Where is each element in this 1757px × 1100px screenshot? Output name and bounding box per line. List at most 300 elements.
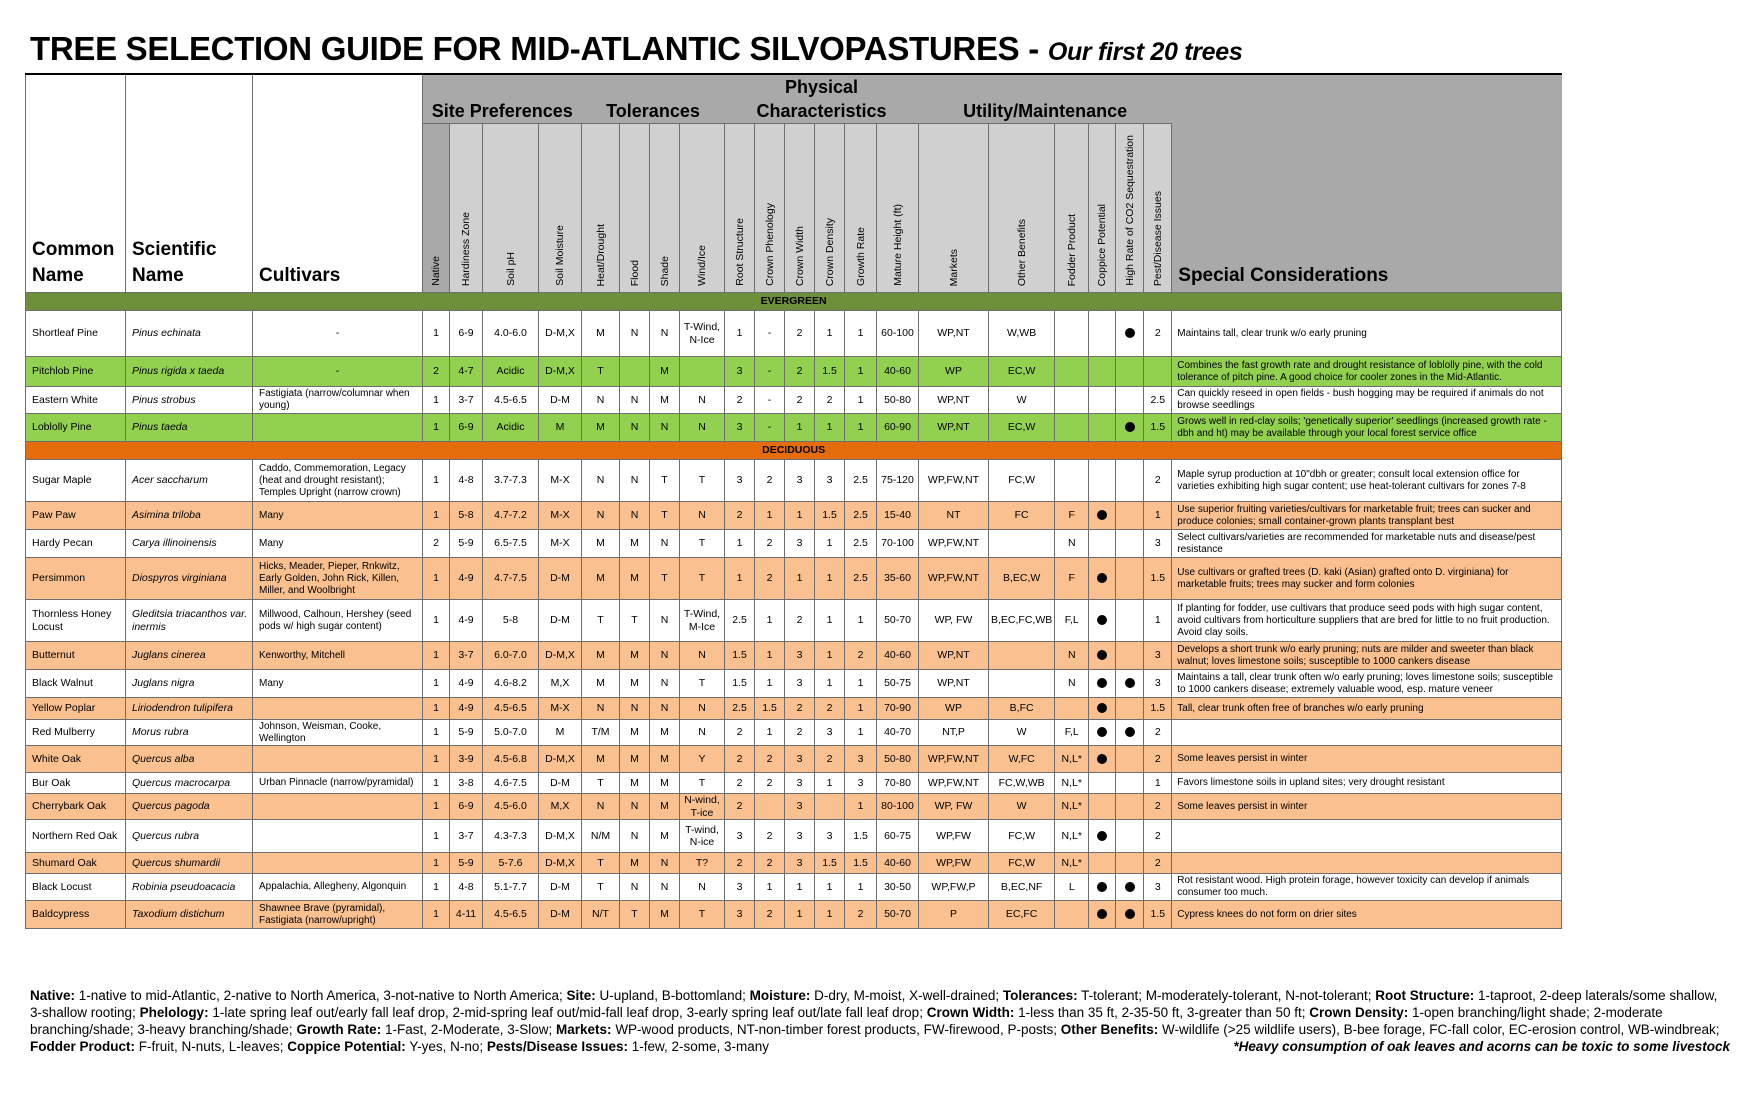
value-cell: D-M,X: [539, 357, 582, 387]
value-cell: [1055, 414, 1089, 442]
legend-key: Native:: [30, 988, 76, 1003]
value-cell: 4-7: [450, 357, 483, 387]
value-cell: 70-80: [877, 773, 919, 794]
value-cell: P: [919, 901, 989, 929]
value-cell: 2: [785, 387, 815, 414]
scientific-name-cell: Juglans nigra: [126, 670, 253, 698]
value-cell: 2.5: [725, 600, 755, 642]
value-cell: 2: [785, 698, 815, 720]
value-cell: N: [582, 460, 620, 502]
header-column-label: Soil pH: [504, 252, 517, 286]
value-cell: 1: [785, 558, 815, 600]
cultivars-cell: Appalachia, Allegheny, Algonquin: [253, 874, 423, 901]
value-cell: N: [650, 853, 680, 874]
legend-note: *Heavy consumption of oak leaves and acorns can be toxic to some livestock: [1233, 1039, 1730, 1054]
value-cell: N,L*: [1055, 773, 1089, 794]
value-cell: 1: [845, 720, 877, 746]
header-column-label: Hardiness Zone: [460, 211, 472, 286]
value-cell: T: [582, 874, 620, 901]
value-cell: 2: [815, 387, 845, 414]
common-name-cell: Eastern White: [26, 387, 126, 414]
value-cell: M-X: [539, 530, 582, 558]
value-cell: 1: [755, 874, 785, 901]
value-cell: 1: [423, 794, 450, 820]
value-cell: 2: [1144, 820, 1172, 853]
legend-value: 1-few, 2-some, 3-many: [627, 1039, 770, 1054]
section-label: EVERGREEN: [26, 293, 1562, 311]
header-column: [450, 124, 483, 293]
value-cell: 2: [725, 773, 755, 794]
value-cell: N: [650, 874, 680, 901]
value-cell: WP,FW,NT: [919, 558, 989, 600]
value-cell: 4.7-7.5: [483, 558, 539, 600]
legend: [30, 987, 1730, 1055]
value-cell: 1: [725, 530, 755, 558]
header-column: [725, 124, 755, 293]
header-column: [483, 124, 539, 293]
value-cell: 2: [785, 311, 815, 357]
value-cell: M: [620, 720, 650, 746]
value-cell: 2: [755, 558, 785, 600]
section-header-deciduous: [26, 442, 1562, 460]
value-cell: 2: [785, 720, 815, 746]
header-group-utility: Utility/Maintenance: [919, 74, 1172, 124]
value-cell: 60-100: [877, 311, 919, 357]
table-row: [26, 874, 1562, 901]
value-cell: 75-120: [877, 460, 919, 502]
value-cell: 2: [755, 530, 785, 558]
common-name-cell: Black Walnut: [26, 670, 126, 698]
value-cell: 3: [815, 460, 845, 502]
value-cell: 1: [1144, 600, 1172, 642]
value-cell: 1: [423, 558, 450, 600]
value-cell: 50-80: [877, 746, 919, 773]
value-cell: 1: [755, 502, 785, 530]
table-row: [26, 414, 1562, 442]
special-considerations-cell: [1172, 853, 1562, 874]
value-cell: 2: [785, 600, 815, 642]
value-cell: 4-9: [450, 558, 483, 600]
header-column-label: Pest/Disease Issues: [1151, 190, 1164, 286]
value-cell: 3: [785, 642, 815, 670]
value-cell: [1116, 600, 1144, 642]
value-cell: WP,FW,NT: [919, 460, 989, 502]
header-column: [1089, 124, 1116, 293]
filled-dot-icon: [1125, 909, 1135, 919]
header-common-name: Common Name: [26, 74, 126, 293]
value-cell: [1116, 642, 1144, 670]
value-cell: 2: [725, 720, 755, 746]
value-cell: N,L*: [1055, 746, 1089, 773]
value-cell: M-X: [539, 698, 582, 720]
value-cell: T: [650, 460, 680, 502]
table-row: [26, 558, 1562, 600]
value-cell: [1116, 357, 1144, 387]
value-cell: N: [582, 387, 620, 414]
value-cell: 1.5: [1144, 414, 1172, 442]
special-considerations-cell: Combines the fast growth rate and drought resistance of loblolly pine, with the cold tolerance of pitch pine. A good choice for cooler zones in the Mid-Atlantic.: [1172, 357, 1562, 387]
cultivars-cell: [253, 746, 423, 773]
value-cell: T/M: [582, 720, 620, 746]
legend-key: Pests/Disease Issues:: [486, 1039, 628, 1054]
value-cell: N: [680, 387, 725, 414]
value-cell: WP,NT: [919, 311, 989, 357]
value-cell: 1.5: [725, 670, 755, 698]
value-cell: 40-70: [877, 720, 919, 746]
value-cell: 2: [725, 502, 755, 530]
value-cell: F,L: [1055, 720, 1089, 746]
filled-dot-icon: [1097, 831, 1107, 841]
value-cell: 2: [423, 357, 450, 387]
common-name-cell: Hardy Pecan: [26, 530, 126, 558]
value-cell: 2: [755, 746, 785, 773]
value-cell: 1: [1144, 773, 1172, 794]
value-cell: -: [755, 311, 785, 357]
value-cell: [1116, 670, 1144, 698]
header-column-label: Wind/Ice: [696, 245, 708, 286]
value-cell: 1: [815, 558, 845, 600]
value-cell: 5-8: [450, 502, 483, 530]
value-cell: [815, 794, 845, 820]
value-cell: 50-70: [877, 600, 919, 642]
value-cell: WP: [919, 357, 989, 387]
value-cell: [1089, 530, 1116, 558]
value-cell: 2: [1144, 460, 1172, 502]
common-name-cell: Baldcypress: [26, 901, 126, 929]
value-cell: 2.5: [1144, 387, 1172, 414]
table-row: [26, 311, 1562, 357]
value-cell: 70-90: [877, 698, 919, 720]
value-cell: 2: [815, 746, 845, 773]
legend-value: Y-yes, N-no;: [405, 1039, 487, 1054]
value-cell: [1089, 820, 1116, 853]
value-cell: 3: [725, 874, 755, 901]
value-cell: 6-9: [450, 311, 483, 357]
value-cell: 1: [423, 387, 450, 414]
value-cell: [1055, 311, 1089, 357]
value-cell: 2: [755, 460, 785, 502]
value-cell: 3-7: [450, 387, 483, 414]
filled-dot-icon: [1097, 678, 1107, 688]
header-column: [620, 124, 650, 293]
header-column: [755, 124, 785, 293]
special-considerations-cell: Maintains a tall, clear trunk often w/o early pruning; loves limestone soils; susceptible to 1000 cankers disease; extremely valuable wood, esp. mature veneer: [1172, 670, 1562, 698]
value-cell: T-Wind, M-Ice: [680, 600, 725, 642]
value-cell: 3: [1144, 642, 1172, 670]
scientific-name-cell: Quercus shumardii: [126, 853, 253, 874]
value-cell: 1: [423, 600, 450, 642]
filled-dot-icon: [1097, 909, 1107, 919]
value-cell: 4.0-6.0: [483, 311, 539, 357]
legend-key: Crown Width:: [926, 1005, 1015, 1020]
header-column: [845, 124, 877, 293]
value-cell: 2: [423, 530, 450, 558]
value-cell: D-M: [539, 901, 582, 929]
header-column-label: Root Structure: [733, 218, 746, 286]
value-cell: B,FC: [989, 698, 1055, 720]
scientific-name-cell: Pinus taeda: [126, 414, 253, 442]
value-cell: 1: [815, 670, 845, 698]
header-column-label: Crown Phenology: [763, 203, 776, 286]
value-cell: [1116, 311, 1144, 357]
header-column: [539, 124, 582, 293]
value-cell: 1: [725, 311, 755, 357]
filled-dot-icon: [1097, 573, 1107, 583]
common-name-cell: Red Mulberry: [26, 720, 126, 746]
value-cell: [1089, 311, 1116, 357]
value-cell: 5-8: [483, 600, 539, 642]
value-cell: T-wind, N-ice: [680, 820, 725, 853]
filled-dot-icon: [1125, 678, 1135, 688]
header-row: [26, 74, 1562, 124]
value-cell: F: [1055, 502, 1089, 530]
table-row: [26, 460, 1562, 502]
value-cell: M-X: [539, 460, 582, 502]
value-cell: [1055, 901, 1089, 929]
value-cell: M-X: [539, 502, 582, 530]
value-cell: N,L*: [1055, 853, 1089, 874]
value-cell: WP,FW,NT: [919, 746, 989, 773]
value-cell: 70-100: [877, 530, 919, 558]
value-cell: 3: [785, 670, 815, 698]
value-cell: FC,W: [989, 460, 1055, 502]
value-cell: M: [582, 670, 620, 698]
value-cell: M: [620, 558, 650, 600]
value-cell: [1089, 502, 1116, 530]
filled-dot-icon: [1125, 328, 1135, 338]
value-cell: FC,W,WB: [989, 773, 1055, 794]
value-cell: T-Wind, N-Ice: [680, 311, 725, 357]
value-cell: M: [620, 530, 650, 558]
value-cell: 3: [785, 530, 815, 558]
header-group-tolerances: Tolerances: [582, 74, 725, 124]
value-cell: N: [650, 530, 680, 558]
value-cell: D-M,X: [539, 311, 582, 357]
value-cell: [989, 642, 1055, 670]
header-column-label: Mature Height (ft): [891, 204, 904, 286]
value-cell: 1: [423, 874, 450, 901]
value-cell: 2: [1144, 311, 1172, 357]
value-cell: [1055, 387, 1089, 414]
value-cell: 35-60: [877, 558, 919, 600]
value-cell: WP,FW,P: [919, 874, 989, 901]
value-cell: -: [755, 414, 785, 442]
value-cell: 4.6-7.5: [483, 773, 539, 794]
legend-value: 1-native to mid-Atlantic, 2-native to North America, 3-not-native to North America;: [75, 988, 567, 1003]
value-cell: N: [650, 698, 680, 720]
legend-value: WP-wood products, NT-non-timber forest products, FW-firewood, P-posts;: [611, 1022, 1061, 1037]
value-cell: [1089, 414, 1116, 442]
value-cell: 6.5-7.5: [483, 530, 539, 558]
value-cell: EC,W: [989, 357, 1055, 387]
value-cell: D-M,X: [539, 820, 582, 853]
value-cell: 1: [785, 502, 815, 530]
value-cell: N: [680, 502, 725, 530]
header-column: [423, 124, 450, 293]
scientific-name-cell: Gleditsia triacanthos var. inermis: [126, 600, 253, 642]
table-row: [26, 901, 1562, 929]
value-cell: 15-40: [877, 502, 919, 530]
header-column: [1116, 124, 1144, 293]
value-cell: [1116, 720, 1144, 746]
value-cell: N: [620, 311, 650, 357]
value-cell: WP, FW: [919, 794, 989, 820]
common-name-cell: Black Locust: [26, 874, 126, 901]
value-cell: M: [620, 773, 650, 794]
special-considerations-cell: Favors limestone soils in upland sites; very drought resistant: [1172, 773, 1562, 794]
value-cell: [1055, 460, 1089, 502]
cultivars-cell: [253, 853, 423, 874]
value-cell: 1: [845, 600, 877, 642]
common-name-cell: Persimmon: [26, 558, 126, 600]
value-cell: 5.0-7.0: [483, 720, 539, 746]
value-cell: F: [1055, 558, 1089, 600]
value-cell: [1089, 773, 1116, 794]
value-cell: N: [620, 502, 650, 530]
value-cell: 1.5: [725, 642, 755, 670]
value-cell: 3: [815, 720, 845, 746]
value-cell: 4.5-6.0: [483, 794, 539, 820]
value-cell: N: [620, 874, 650, 901]
value-cell: M: [650, 901, 680, 929]
scientific-name-cell: Robinia pseudoacacia: [126, 874, 253, 901]
value-cell: N: [1055, 670, 1089, 698]
legend-value: 1-taproot, 2-deep laterals/some shallow, 3-shallow rooting;: [30, 988, 1718, 1020]
common-name-cell: Pitchlob Pine: [26, 357, 126, 387]
special-considerations-cell: Some leaves persist in winter: [1172, 794, 1562, 820]
value-cell: NT,P: [919, 720, 989, 746]
value-cell: 2: [845, 642, 877, 670]
value-cell: N: [582, 502, 620, 530]
value-cell: [1116, 502, 1144, 530]
value-cell: M: [582, 311, 620, 357]
value-cell: [1089, 698, 1116, 720]
value-cell: 1.5: [845, 853, 877, 874]
value-cell: T: [582, 600, 620, 642]
value-cell: 60-90: [877, 414, 919, 442]
scientific-name-cell: Pinus echinata: [126, 311, 253, 357]
value-cell: 2: [1144, 720, 1172, 746]
value-cell: 2: [815, 698, 845, 720]
value-cell: 60-75: [877, 820, 919, 853]
cultivars-cell: [253, 414, 423, 442]
value-cell: 1: [815, 311, 845, 357]
value-cell: M: [539, 720, 582, 746]
value-cell: 40-60: [877, 642, 919, 670]
value-cell: M: [650, 357, 680, 387]
header-column: [650, 124, 680, 293]
value-cell: 1: [815, 414, 845, 442]
filled-dot-icon: [1097, 650, 1107, 660]
value-cell: M,X: [539, 794, 582, 820]
value-cell: 3: [1144, 530, 1172, 558]
value-cell: 3: [785, 820, 815, 853]
value-cell: 2: [755, 820, 785, 853]
value-cell: 4.5-6.8: [483, 746, 539, 773]
special-considerations-cell: Some leaves persist in winter: [1172, 746, 1562, 773]
value-cell: M: [539, 414, 582, 442]
value-cell: 3: [785, 773, 815, 794]
value-cell: 2: [1144, 794, 1172, 820]
value-cell: 1: [845, 698, 877, 720]
header-column: [785, 124, 815, 293]
value-cell: N,L*: [1055, 794, 1089, 820]
header-scientific-name: Scientific Name: [126, 74, 253, 293]
value-cell: N: [680, 874, 725, 901]
special-considerations-cell: Grows well in red-clay soils; 'genetically superior' seedlings (increased growth rate - dbh and ht) may be available through your local forest service office: [1172, 414, 1562, 442]
section-label: DECIDUOUS: [26, 442, 1562, 460]
value-cell: 1: [845, 357, 877, 387]
value-cell: N: [650, 670, 680, 698]
common-name-cell: Shortleaf Pine: [26, 311, 126, 357]
legend-key: Root Structure:: [1375, 988, 1475, 1003]
value-cell: [1116, 558, 1144, 600]
value-cell: 5-9: [450, 720, 483, 746]
table-row: [26, 600, 1562, 642]
header-column-label: Fodder Product: [1065, 213, 1078, 286]
value-cell: D-M,X: [539, 853, 582, 874]
value-cell: [1116, 460, 1144, 502]
cultivars-cell: Millwood, Calhoun, Hershey (seed pods w/ high sugar content): [253, 600, 423, 642]
value-cell: T: [582, 853, 620, 874]
value-cell: 1: [423, 670, 450, 698]
value-cell: [1089, 901, 1116, 929]
scientific-name-cell: Quercus macrocarpa: [126, 773, 253, 794]
value-cell: 1: [845, 387, 877, 414]
value-cell: [1089, 558, 1116, 600]
value-cell: FC: [989, 502, 1055, 530]
special-considerations-cell: Can quickly reseed in open fields - bush hogging may be required if animals do not browse seedlings: [1172, 387, 1562, 414]
header-column: [582, 124, 620, 293]
value-cell: 5-9: [450, 530, 483, 558]
common-name-cell: Paw Paw: [26, 502, 126, 530]
value-cell: 1: [845, 874, 877, 901]
value-cell: N: [680, 698, 725, 720]
value-cell: 3.7-7.3: [483, 460, 539, 502]
legend-key: Other Benefits:: [1060, 1022, 1159, 1037]
legend-value: 1-less than 35 ft, 2-35-50 ft, 3-greater than 50 ft;: [1014, 1005, 1310, 1020]
value-cell: 2: [725, 746, 755, 773]
value-cell: 1: [815, 600, 845, 642]
value-cell: W,WB: [989, 311, 1055, 357]
header-column: [815, 124, 845, 293]
value-cell: T: [650, 502, 680, 530]
value-cell: [1089, 387, 1116, 414]
legend-key: Moisture:: [749, 988, 811, 1003]
header-special-considerations: Special Considerations: [1172, 74, 1562, 293]
common-name-cell: Loblolly Pine: [26, 414, 126, 442]
value-cell: 4-11: [450, 901, 483, 929]
value-cell: 1.5: [815, 357, 845, 387]
value-cell: 1: [423, 853, 450, 874]
value-cell: 1: [845, 670, 877, 698]
value-cell: M: [620, 853, 650, 874]
value-cell: WP,FW: [919, 853, 989, 874]
header-column-label: Crown Width: [793, 225, 806, 286]
value-cell: M: [620, 746, 650, 773]
value-cell: N: [680, 642, 725, 670]
value-cell: [1089, 600, 1116, 642]
special-considerations-cell: [1172, 820, 1562, 853]
common-name-cell: Cherrybark Oak: [26, 794, 126, 820]
value-cell: 1.5: [815, 853, 845, 874]
cultivars-cell: -: [253, 357, 423, 387]
value-cell: D-M,X: [539, 746, 582, 773]
value-cell: [1116, 414, 1144, 442]
value-cell: -: [755, 357, 785, 387]
value-cell: 1: [423, 901, 450, 929]
header-column-label: Heat/Drought: [594, 223, 607, 286]
